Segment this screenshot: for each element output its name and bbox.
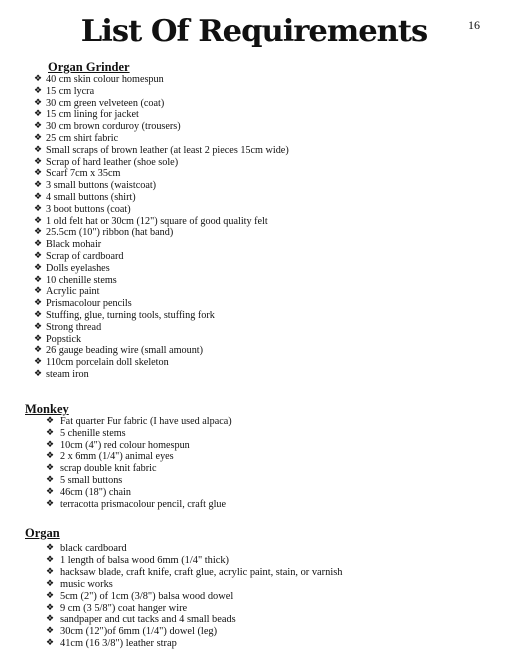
list-item-text: steam iron [46,368,89,380]
list-item [0,555,342,567]
list-item [0,416,232,428]
list-item-text: Dolls eyelashes [46,262,110,274]
list-item-text: hacksaw blade, craft knife, craft glue, acrylic paint, stain, or varnish [60,566,343,578]
diamond-bullet-icon: ❖ [46,427,55,438]
list-item-text: 3 small buttons (waistcoat) [46,180,157,192]
section-heading: Monkey [25,402,69,416]
section-monkey [0,402,232,510]
diamond-bullet-icon: ❖ [34,286,43,297]
list-item [0,216,289,228]
diamond-bullet-icon: ❖ [46,486,55,497]
diamond-bullet-icon: ❖ [34,321,43,332]
section-organ [0,526,342,650]
list-item [0,614,342,626]
diamond-bullet-icon: ❖ [34,250,43,261]
list-item [0,227,289,239]
diamond-bullet-icon: ❖ [46,463,55,474]
list-item-text: Fat quarter Fur fabric (I have used alpaca) [60,416,232,427]
list-item-text: 46cm (18") chain [60,486,131,498]
list-item-text: Scrap of cardboard [46,250,124,262]
list-item-text: black cardboard [60,543,127,554]
list-item [0,310,289,322]
list-item [0,579,342,591]
list-item [0,286,289,298]
list-item [0,499,232,511]
list-item-text: 2 x 6mm (1/4") animal eyes [60,451,174,463]
diamond-bullet-icon: ❖ [34,144,43,155]
list-item [0,440,232,452]
list-item-text: 25 cm shirt fabric [46,132,119,144]
diamond-bullet-icon: ❖ [34,180,43,191]
diamond-bullet-icon: ❖ [46,590,55,601]
diamond-bullet-icon: ❖ [34,191,43,202]
requirements-list [0,416,232,510]
list-item [0,345,289,357]
list-item-text: 5 small buttons [60,474,123,486]
diamond-bullet-icon: ❖ [46,614,55,625]
diamond-bullet-icon: ❖ [34,298,43,309]
diamond-bullet-icon: ❖ [34,227,43,238]
page-title: List Of Requirements [80,14,428,49]
list-item [0,451,232,463]
list-item [0,369,289,381]
list-item [0,543,342,555]
list-item [0,180,289,192]
list-item-text: 26 gauge beading wire (small amount) [46,345,204,357]
diamond-bullet-icon: ❖ [46,566,55,577]
diamond-bullet-icon: ❖ [34,368,43,379]
diamond-bullet-icon: ❖ [34,85,43,96]
diamond-bullet-icon: ❖ [46,474,55,485]
diamond-bullet-icon: ❖ [34,132,43,143]
list-item-text: 5cm (2") of 1cm (3/8") balsa wood dowel [60,590,234,602]
list-item [0,475,232,487]
section-organ-grinder [0,60,289,381]
list-item-text: 30cm (12")of 6mm (1/4") dowel (leg) [60,626,218,638]
list-item-text: terracotta prismacolour pencil, craft glue [60,498,227,510]
diamond-bullet-icon: ❖ [46,439,55,450]
diamond-bullet-icon: ❖ [34,357,43,368]
list-item-text: Stuffing, glue, turning tools, stuffing fork [46,309,215,321]
list-item [0,322,289,334]
list-item-text: 10 chenille stems [46,274,117,286]
diamond-bullet-icon: ❖ [34,309,43,320]
list-item-text: 1 length of balsa wood 6mm (1/4" thick) [60,554,230,566]
list-item-text: 40 cm skin colour homespun [46,74,164,85]
list-item [0,98,289,110]
list-item [0,638,342,650]
list-item-text: music works [60,578,113,590]
list-item [0,109,289,121]
list-item-text: 5 chenille stems [60,427,126,439]
list-item-text: 4 small buttons (shirt) [46,191,136,203]
diamond-bullet-icon: ❖ [34,262,43,273]
diamond-bullet-icon: ❖ [34,97,43,108]
diamond-bullet-icon: ❖ [34,215,43,226]
list-item-text: Scrap of hard leather (shoe sole) [46,156,179,168]
diamond-bullet-icon: ❖ [46,578,55,589]
list-item [0,357,289,369]
diamond-bullet-icon: ❖ [46,543,55,553]
list-item [0,591,342,603]
list-item-text: Black mohair [46,239,102,251]
list-item-text: sandpaper and cut tacks and 4 small beads [60,614,236,626]
diamond-bullet-icon: ❖ [34,156,43,167]
list-item [0,603,342,615]
list-item-text: 3 boot buttons (coat) [46,203,131,215]
list-item [0,204,289,216]
diamond-bullet-icon: ❖ [46,498,55,509]
diamond-bullet-icon: ❖ [46,626,55,637]
list-item [0,168,289,180]
list-item-text: 30 cm green velveteen (coat) [46,97,165,109]
list-item-text: 15 cm lining for jacket [46,109,139,121]
requirements-list [0,543,342,650]
list-item-text: 9 cm (3 5/8") coat hanger wire [60,602,188,614]
list-item [0,334,289,346]
list-item-text: Prismacolour pencils [46,298,132,310]
diamond-bullet-icon: ❖ [34,168,43,179]
list-item [0,133,289,145]
diamond-bullet-icon: ❖ [34,345,43,356]
diamond-bullet-icon: ❖ [34,109,43,120]
list-item-text: 30 cm brown corduroy (trousers) [46,121,181,133]
list-item-text: scrap double knit fabric [60,463,157,475]
list-item [0,487,232,499]
list-item [0,239,289,251]
list-item-text: 110cm porcelain doll skeleton [46,357,169,369]
section-heading: Organ Grinder [48,60,130,74]
list-item [0,74,289,86]
section-heading: Organ [25,526,60,540]
list-item-text: 1 old felt hat or 30cm (12") square of good quality felt [46,215,268,227]
list-item-text: Scarf 7cm x 35cm [46,168,121,180]
diamond-bullet-icon: ❖ [34,333,43,344]
diamond-bullet-icon: ❖ [34,239,43,250]
list-item-text: 41cm (16 3/8") leather strap [60,638,177,650]
list-item [0,86,289,98]
diamond-bullet-icon: ❖ [46,602,55,613]
diamond-bullet-icon: ❖ [34,121,43,132]
list-item [0,145,289,157]
list-item [0,463,232,475]
list-item-text: Acrylic paint [46,286,100,298]
diamond-bullet-icon: ❖ [34,74,43,84]
requirements-list [0,74,289,381]
diamond-bullet-icon: ❖ [34,274,43,285]
list-item [0,121,289,133]
list-item [0,263,289,275]
list-item [0,428,232,440]
diamond-bullet-icon: ❖ [46,451,55,462]
list-item [0,626,342,638]
diamond-bullet-icon: ❖ [46,554,55,565]
list-item [0,192,289,204]
list-item [0,567,342,579]
page-number: 16 [468,18,480,32]
list-item [0,157,289,169]
list-item-text: Small scraps of brown leather (at least 2 pieces 15cm wide) [46,144,289,156]
list-item-text: 15 cm lycra [46,85,95,97]
list-item-text: Popstick [46,333,82,345]
list-item-text: 25.5cm (10") ribbon (hat band) [46,227,174,239]
list-item-text: Strong thread [46,321,102,333]
diamond-bullet-icon: ❖ [46,638,55,649]
list-item [0,275,289,287]
list-item-text: 10cm (4") red colour homespun [60,439,190,451]
diamond-bullet-icon: ❖ [34,203,43,214]
list-item [0,251,289,263]
diamond-bullet-icon: ❖ [46,416,55,426]
list-item [0,298,289,310]
